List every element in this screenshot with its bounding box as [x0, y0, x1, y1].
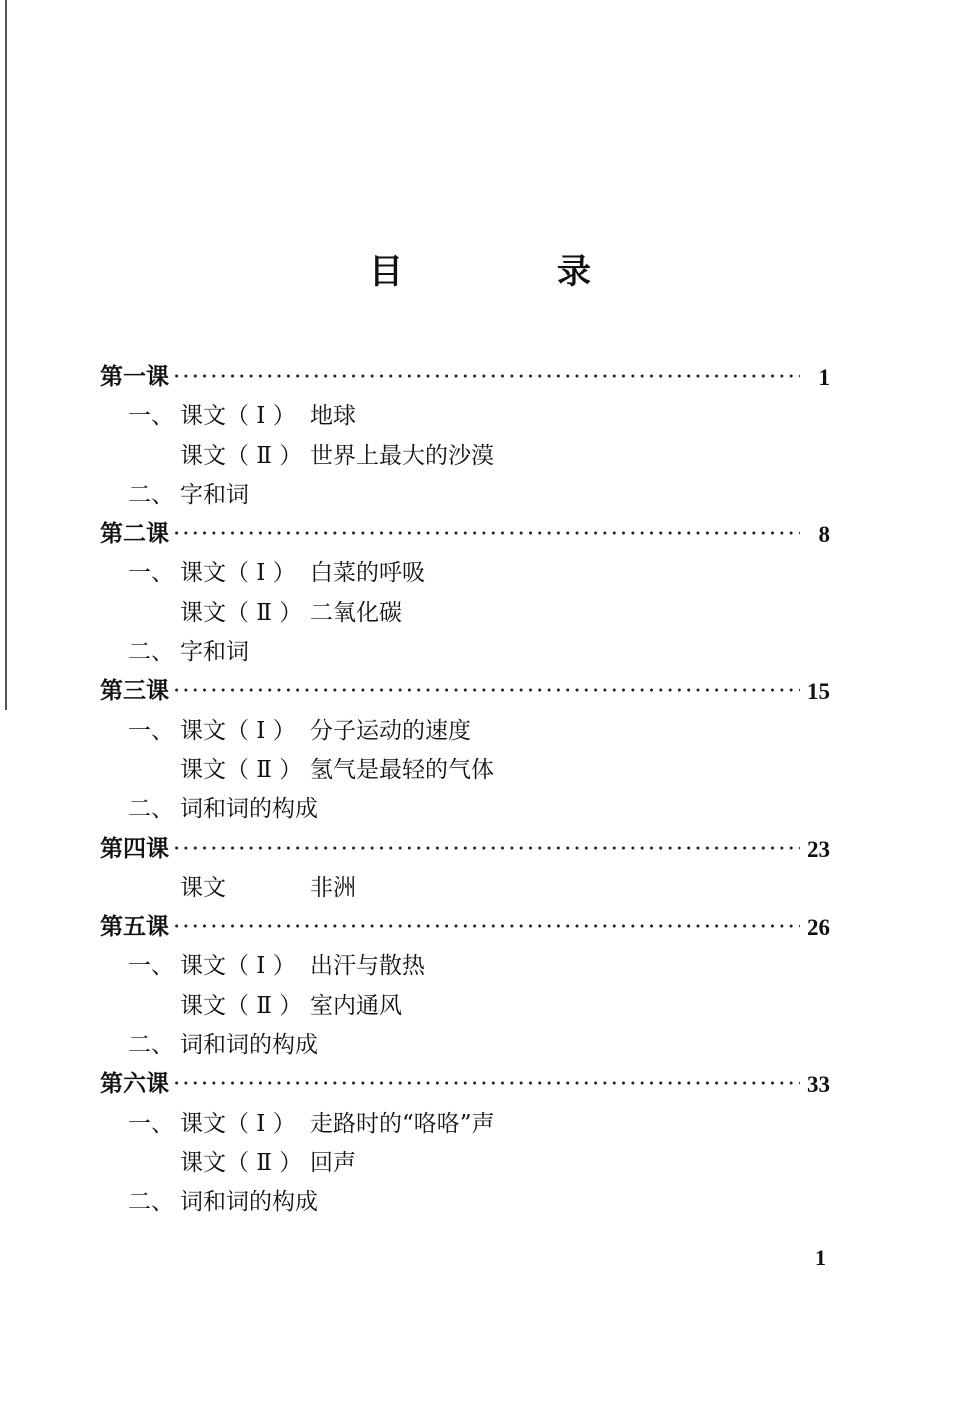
text-label: 课文 [180, 874, 226, 901]
item-number: 一、 [128, 560, 174, 587]
item-number [100, 751, 180, 790]
page-title: 目 录 [369, 252, 651, 292]
item-title: 二氧化碳 [310, 599, 402, 626]
toc-lesson-entry[interactable] [100, 358, 830, 397]
leader-dots [173, 358, 800, 397]
toc-sub-entry[interactable] [100, 947, 830, 986]
lesson-label: 第五课 [100, 914, 169, 941]
text-label: 课文（ Ⅱ ） [180, 1149, 303, 1176]
toc-sub-entry[interactable] [100, 790, 830, 829]
item-number: 二、 [128, 796, 174, 823]
lesson-label: 第六课 [100, 1071, 169, 1098]
toc-sub-entry[interactable] [100, 476, 830, 515]
leader-dots [173, 1065, 800, 1104]
toc-sub-entry[interactable] [100, 1026, 830, 1065]
item-title: 非洲 [310, 874, 356, 901]
toc-lesson-entry[interactable] [100, 908, 830, 947]
lesson-page: 26 [807, 915, 830, 941]
scan-edge-line [5, 0, 7, 710]
toc-sub-entry[interactable] [100, 397, 830, 436]
text-label: 课文（ Ⅰ ） [180, 403, 296, 430]
text-label: 课文（ Ⅰ ） [180, 717, 296, 744]
toc-sub-entry[interactable] [100, 594, 830, 633]
item-title: 出汗与散热 [310, 953, 425, 980]
lesson-page: 33 [807, 1072, 830, 1098]
item-title: 回声 [310, 1149, 356, 1176]
text-label: 课文（ Ⅰ ） [180, 560, 296, 587]
leader-dots [173, 515, 800, 554]
item-number [100, 987, 180, 1026]
item-title: 走路时的“咯咯”声 [310, 1110, 495, 1137]
lesson-label: 第四课 [100, 835, 169, 862]
item-number [100, 437, 180, 476]
item-number: 一、 [128, 1110, 174, 1137]
lesson-page: 8 [818, 522, 830, 548]
toc-sub-entry[interactable] [100, 712, 830, 751]
page-number: 1 [815, 1245, 826, 1270]
text-label: 课文（ Ⅰ ） [180, 953, 296, 980]
item-title: 氢气是最轻的气体 [310, 756, 494, 783]
item-title: 世界上最大的沙漠 [310, 442, 494, 469]
item-title: 字和词 [180, 639, 249, 666]
item-number: 二、 [128, 1189, 174, 1216]
item-title: 词和词的构成 [180, 796, 318, 823]
lesson-page: 15 [807, 679, 830, 705]
lesson-label: 第三课 [100, 678, 169, 705]
lesson-label: 第一课 [100, 364, 169, 390]
text-label: 课文（ Ⅱ ） [180, 442, 303, 469]
item-title: 词和词的构成 [180, 1032, 318, 1059]
item-title: 白菜的呼吸 [310, 560, 425, 587]
item-number: 一、 [128, 953, 174, 980]
toc-lesson-entry[interactable] [100, 830, 830, 869]
item-title: 字和词 [180, 481, 249, 508]
item-number [100, 869, 180, 908]
toc-sub-entry[interactable] [100, 751, 830, 790]
toc-sub-entry[interactable] [100, 1183, 830, 1222]
toc-sub-entry[interactable] [100, 869, 830, 908]
leader-dots [173, 672, 800, 711]
item-number [100, 594, 180, 633]
lesson-page: 23 [807, 836, 830, 862]
toc-sub-entry[interactable] [100, 554, 830, 593]
item-number [100, 1144, 180, 1183]
toc-sub-entry[interactable] [100, 437, 830, 476]
item-title: 室内通风 [310, 992, 402, 1019]
leader-dots [173, 908, 800, 947]
toc-sub-entry[interactable] [100, 987, 830, 1026]
toc-lesson-entry[interactable] [100, 1065, 830, 1104]
item-title: 分子运动的速度 [310, 717, 471, 744]
item-title: 词和词的构成 [180, 1189, 318, 1216]
lesson-label: 第二课 [100, 521, 169, 548]
item-number: 一、 [128, 717, 174, 744]
toc-sub-entry[interactable] [100, 1144, 830, 1183]
table-of-contents [100, 358, 830, 1223]
text-label: 课文（ Ⅱ ） [180, 992, 303, 1019]
item-number: 二、 [128, 639, 174, 666]
leader-dots [173, 830, 800, 869]
item-number: 一、 [128, 403, 174, 430]
item-number: 二、 [128, 1032, 174, 1059]
toc-sub-entry[interactable] [100, 633, 830, 672]
item-title: 地球 [310, 403, 356, 430]
text-label: 课文（ Ⅱ ） [180, 756, 303, 783]
lesson-page: 1 [818, 365, 830, 390]
toc-lesson-entry[interactable] [100, 672, 830, 711]
toc-sub-entry[interactable] [100, 1105, 830, 1144]
text-label: 课文（ Ⅰ ） [180, 1110, 296, 1137]
item-number: 二、 [128, 481, 174, 508]
toc-lesson-entry[interactable] [100, 515, 830, 554]
text-label: 课文（ Ⅱ ） [180, 599, 303, 626]
